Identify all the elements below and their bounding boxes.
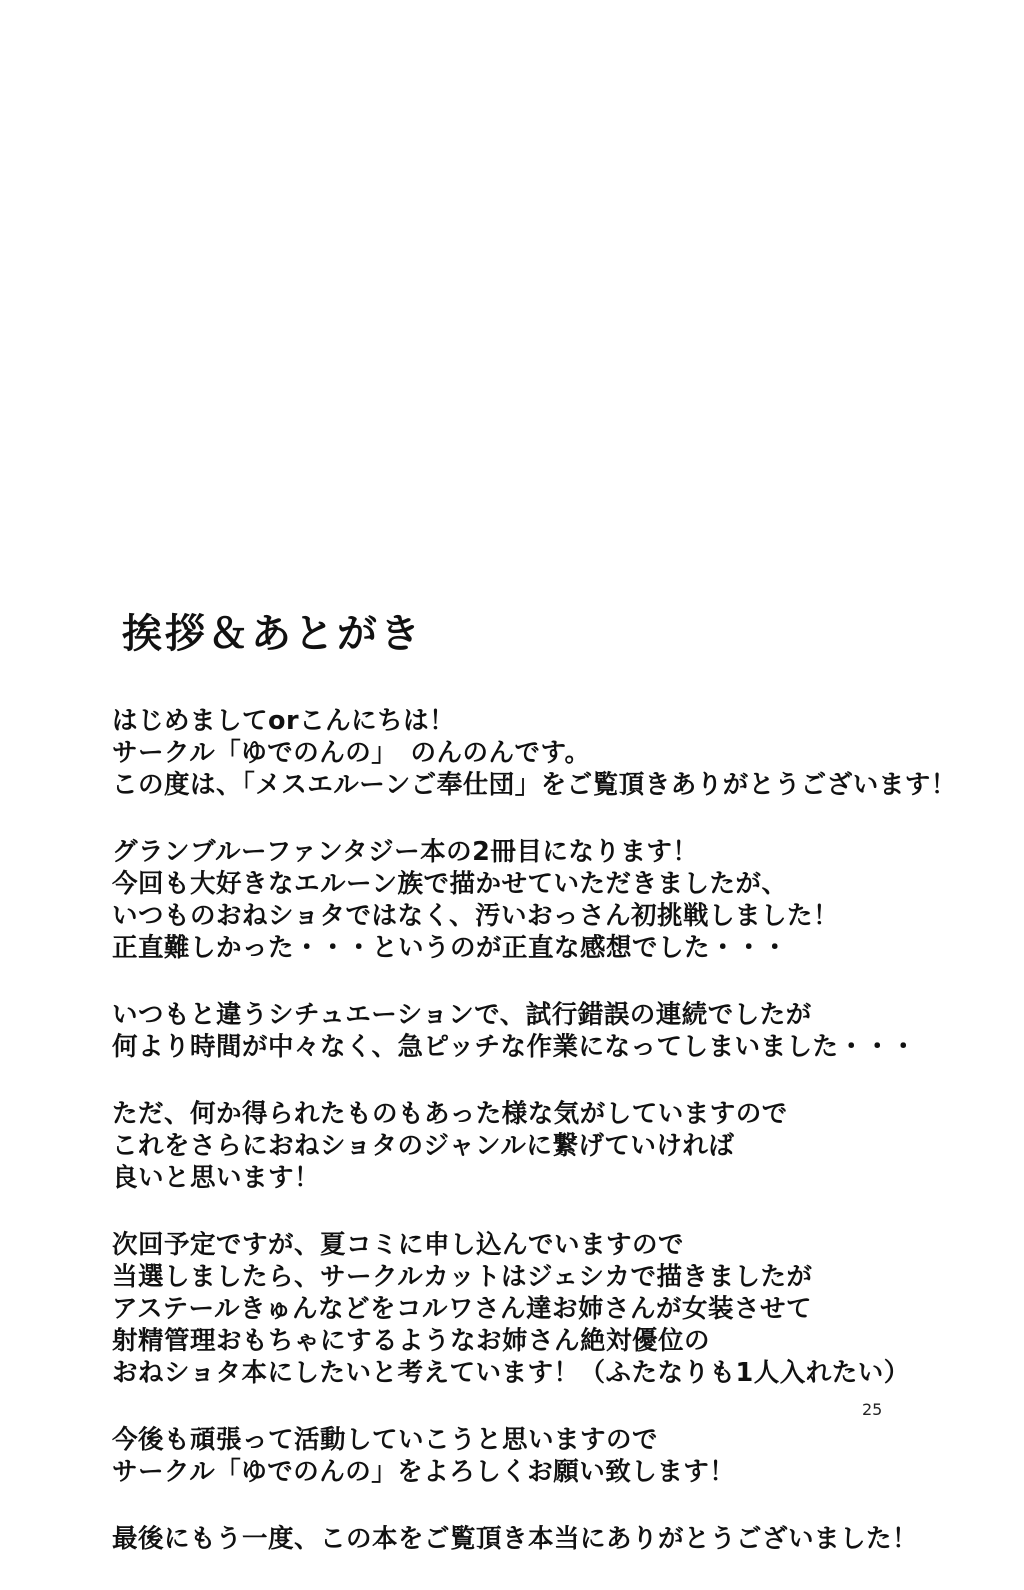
text-line: グランブルーファンタジー本の2冊目になります！	[112, 837, 699, 867]
text-line: 良いと思います！	[112, 1163, 321, 1193]
paragraph-support	[112, 1424, 912, 1488]
paragraph-reflection	[112, 1098, 912, 1194]
paragraph-greeting	[112, 705, 957, 801]
text-line: 射精管理おもちゃにするようなお姉さん絶対優位の	[112, 1326, 711, 1356]
page-number: 25	[862, 1400, 883, 1419]
text-line: 今回も大好きなエルーン族で描かせていただきましたが、	[112, 869, 788, 899]
text-line: 当選しましたら、サークルカットはジェシカで描きましたが	[112, 1262, 813, 1292]
text-line: おねショタ本にしたいと考えています！（ふたなりも1人入れたい）	[112, 1358, 910, 1388]
text-line: この度は、「メスエルーンご奉仕団」をご覧頂きありがとうございます！	[112, 770, 957, 800]
text-line: 次回予定ですが、夏コミに申し込んでいますので	[112, 1230, 685, 1260]
page-title: 挨拶＆あとがき	[122, 611, 423, 657]
text-line: 正直難しかった・・・というのが正直な感想でした・・・	[112, 933, 789, 963]
text-line: いつもと違うシチュエーションで、試行錯誤の連続でしたが	[112, 1000, 812, 1030]
text-line: 最後にもう一度、この本をご覧頂き本当にありがとうございました！	[112, 1524, 919, 1554]
paragraph-situation	[112, 999, 917, 1063]
afterword-body	[112, 705, 957, 1590]
paragraph-next-plan	[112, 1229, 912, 1389]
text-line: 今後も頑張って活動していこうと思いますので	[112, 1425, 659, 1455]
paragraph-closing	[112, 1523, 919, 1555]
text-line: ただ、何か得られたものもあった様な気がしていますので	[112, 1099, 788, 1129]
text-line: アステールきゅんなどをコルワさん達お姉さんが女装させて	[112, 1294, 812, 1324]
paragraph-about-book	[112, 836, 912, 964]
text-line: いつものおねショタではなく、汚いおっさん初挑戦しました！	[112, 901, 839, 931]
text-line: はじめましてorこんにちは！	[112, 706, 456, 736]
text-line: サークル「ゆでのんの」をよろしくお願い致します！	[112, 1457, 736, 1487]
text-line: 何より時間が中々なく、急ピッチな作業になってしまいました・・・	[112, 1032, 917, 1062]
text-line: これをさらにおねショタのジャンルに繋げていければ	[112, 1131, 735, 1161]
text-line: サークル「ゆでのんの」 のんのんです。	[112, 738, 591, 768]
